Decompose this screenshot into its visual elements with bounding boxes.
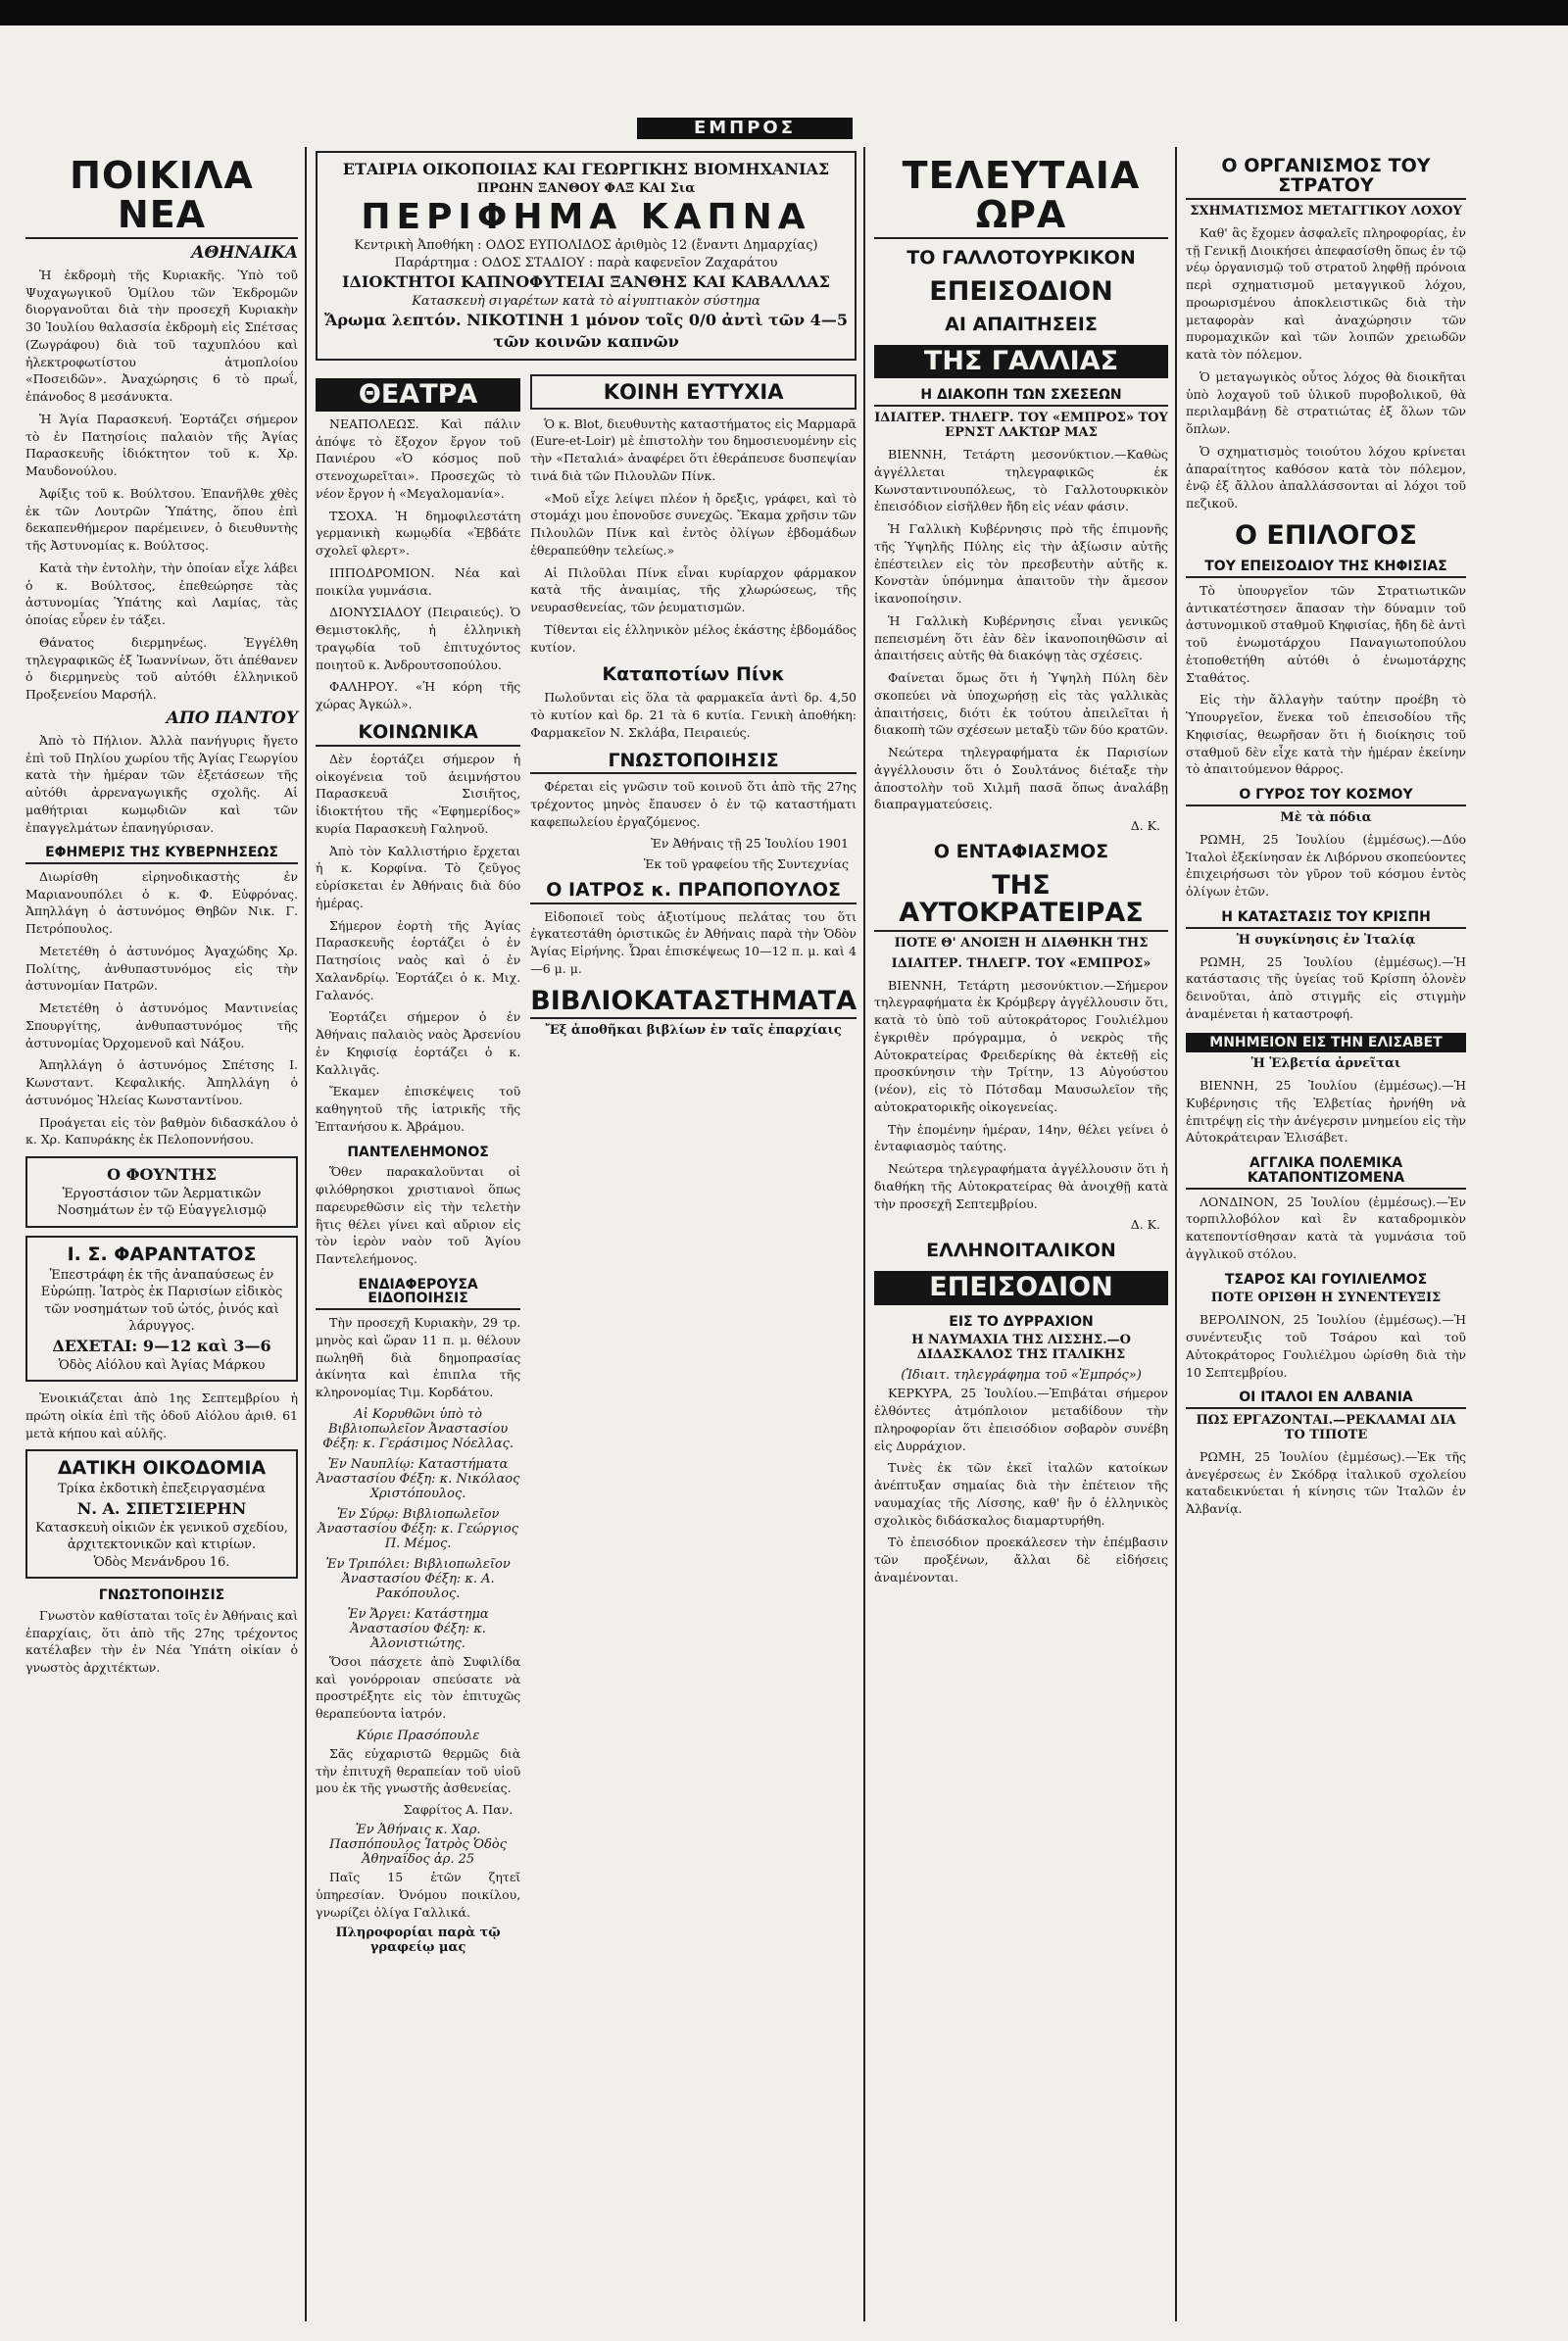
section-heading: ΕΠΕΙΣΟΔΙΟΝ [874,1271,1168,1304]
section-heading: ΕΛΛΗΝΟΙΤΑΛΙΚΟΝ [926,1240,1116,1262]
article-paragraph: Ἑορτάζει σήμερον ὁ ἐν Ἀθήναις παλαιὸς ναὸς Ἀρσενίου ἐν Κηφισίᾳ ἑορτάζει ὁ κ. Καλλιγᾶς. [316,1009,521,1077]
section-subheading: ΠΟΤΕ ΟΡΙΣΘΗ Η ΣΥΝΕΝΤΕΥΞΙΣ [1210,1291,1442,1306]
bookshop-item: Αἱ Κορυθῶνι ὑπὸ τὸ Βιβλιοπωλεῖον Ἀναστασίου Φέξη: κ. Γεράσιμος Νόελλας. [322,1406,514,1451]
section-heading: ΠΑΝΤΕΛΕΗΜΟΝΟΣ [347,1144,489,1160]
article-paragraph: Τινὲς ἐκ τῶν ἐκεῖ ἰταλῶν κατοίκων ἀνέπτυξαν σημαίας διὰ τὴν ἐπέτειον τῆς ναυμαχίας τῆς Λίσσης, καθ' ἣν ὁ ἑλληνικὸς σχολικὸς διδάσκαλος διαμαρτυρήθη. [874,1460,1168,1528]
section-subtitle: ΑΠΟ ΠΑΝΤΟΥ [166,707,298,728]
article-paragraph: ΡΩΜΗ, 25 Ἰουλίου (ἐμμέσως).—Ἡ κατάστασις τῆς ὑγείας τοῦ Κρίσπη ὁλονὲν δεινοῦται, ἀπὸ στιγμῆς εἰς στιγμὴν ἀναμένεται ἡ καταστροφή. [1186,953,1466,1021]
article-paragraph: Ὁ κ. Blot, διευθυντὴς καταστήματος εἰς Μαρμαρᾶ (Eure-et-Loir) μὲ ἐπιστολὴν του δημοσιευομένην εἰς τὴν «Πεταλιά» ἀναφέρει ὅτι ἐθεράπευσε δυσπεψίαν τινά διὰ τῶν Πιλουλῶν Πίνκ. [530,415,857,483]
article-paragraph: ΒΙΕΝΝΗ, 25 Ἰουλίου (ἐμμέσως).—Ἡ Κυβέρνησις τῆς Ἑλβετίας ἠρνήθη νὰ ἐπιτρέψῃ εἰς τὴν ἀνέγερσιν μνημείου εἰς τὴν Αὐτοκράτειραν Ἐλισάβετ. [1186,1078,1466,1146]
section-heading: Ο ΕΝΤΑΦΙΑΣΜΟΣ [933,841,1109,863]
section-heading-boxed: ΚΟΙΝΗ ΕΥΤΥΧΙΑ [530,374,857,410]
ad-text: Κεντρικὴ Ἀποθήκη : ΟΔΟΣ ΕΥΠΟΛΙΔΟΣ ἀριθμὸς 12 (ἔναντι Δημαρχίας) [354,238,818,254]
article-paragraph: ΙΠΠΟΔΡΟΜΙΟΝ. Νέα καὶ ποικίλα γυμνάσια. [316,564,521,598]
bookshop-item: Ἐν Ναυπλίῳ: Καταστήματα Ἀναστασίου Φέξη: κ. Νικόλαος Χριστόπουλος. [316,1456,520,1501]
telegram-source: ΙΔΙΑΙΤΕΡ. ΤΗΛΕΓΡ. ΤΟΥ «ΕΜΠΡΟΣ» ΤΟΥ ΕΡΝΣΤ ΛΑΚΤΩΡ ΜΑΣ [874,411,1168,441]
section-heading: Ο ΓΥΡΟΣ ΤΟΥ ΚΟΣΜΟΥ [1186,788,1466,806]
ad-heading: Ο ΦΟΥΝΤΗΣ [107,1165,217,1185]
section-heading: ΚΟΙΝΩΝΙΚΑ [316,723,520,747]
letter-signature: Σαφρίτος Α. Παν. [403,1802,514,1818]
article-paragraph: Αἱ Πιλοῦλαι Πίνκ εἶναι κυρίαρχον φάρμακον κατὰ τῆς ἀναιμίας, τῆς χλωρώσεως, τῆς νευρασθενείας, τῶν ῥευματισμῶν. [530,564,857,615]
section-heading: ΕΦΗΜΕΡΙΣ ΤΗΣ ΚΥΒΕΡΝΗΣΕΩΣ [25,846,298,864]
ad-heading: ΔΑΤΙΚΗ ΟΙΚΟΔΟΜΙΑ [57,1457,267,1480]
article-paragraph: Σᾶς εὐχαριστῶ θερμῶς διὰ τὴν ἐπιτυχῆ θεραπείαν τοῦ υἱοῦ μου ἐκ τῆς γνωστῆς ἀσθενείας. [316,1745,521,1796]
article-paragraph: Ἀπὸ τὸ Πήλιον. Ἀλλὰ πανήγυρις ἤγετο ἐπὶ τοῦ Πηλίου χωρίου τῆς Ἁγίας Γεωργίου κατὰ τὴν ἡμέραν τῶν ἐξετάσεων τῆς αὐτόθι ἀρρεναγωγικῆς σχολῆς. Αἱ μαθήτριαι κωμῳδιῶν καὶ τῶν ἐπαγγελμάτων ἐπανηγύρισαν. [25,732,298,835]
section-heading: Καταποτίων Πίνκ [602,663,785,686]
section-heading: ΕΝΔΙΑΦΕΡΟΥΣΑ ΕΙΔΟΠΟΙΗΣΙΣ [316,1278,520,1310]
bookshop-item: Ἐν Σύρῳ: Βιβλιοπωλεῖον Ἀναστασίου Φέξη: κ. Γεώργιος Π. Μέμος. [318,1506,519,1551]
section-subheading: Ἡ συγκίνησις ἐν Ἰταλίᾳ [1236,932,1416,948]
doctor-address: Ἐν Ἀθήναις κ. Χαρ. Πασπόπουλος Ἰατρὸς Ὁδὸς Ἀθηναΐδος ἀρ. 25 [329,1823,508,1868]
section-heading: ΑΙ ΑΠΑΙΤΗΣΕΙΣ [945,314,1098,336]
article-paragraph: Τὴν ἑπομένην ἡμέραν, 14ην, θέλει γείνει ὁ ἐνταφιασμὸς ταύτης. [874,1121,1168,1154]
article-paragraph: «Μοῦ εἶχε λείψει πλέον ἡ ὄρεξις, γράφει, καὶ τὸ στομάχι μου ἐπονοῦσε συνεχῶς. Ἔκαμα χρῆσιν τῶν Πιλουλῶν Πίνκ καὶ ἐντὸς ὀλίγων ἑβδομάδων ἐθεραπεύθην τελείως.» [530,490,857,558]
section-title: ΤΕΛΕΥΤΑΙΑ ΩΡΑ [874,157,1168,239]
section-heading: ΜΝΗΜΕΙΟΝ ΕΙΣ ΤΗΝ ΕΛΙΣΑΒΕΤ [1186,1033,1466,1053]
article-paragraph: ΡΩΜΗ, 25 Ἰουλίου (ἐμμέσως).—Ἐκ τῆς ἀνεγέρσεως ἐν Σκόδρᾳ ἰταλικοῦ σχολείου καταδεικνύεται ἡ κίνησις τῶν Ἰταλῶν ἐν Ἀλβανίᾳ. [1186,1448,1466,1517]
article-paragraph: ΒΙΕΝΝΗ, Τετάρτη μεσονύκτιον.—Σήμερον τηλεγραφήματα ἐκ Κρόμβεργ ἀγγέλλουσιν ὅτι, κατὰ τὸ ὑπὸ τοῦ αὐτοκράτορος Γουλιέλμου ἐγκριθὲν πρόγραμμα, ὁ νεκρὸς τῆς Αὐτοκρατείρας Φρειδερίκης θὰ ἐκτεθῇ εἰς προσκύνησιν τὴν Τρίτην, 13 Αὐγούστου (νέον), εἰς τὸ Πότσδαμ Μαυσωλεῖον τῆς αὐτοκρατορικῆς οἰκογενείας. [874,977,1168,1114]
top-black-bar [0,0,1568,25]
article-paragraph: Προάγεται εἰς τὸν βαθμὸν διδασκάλου ὁ κ. Χρ. Καπυράκης ἐκ Πελοποννήσου. [25,1114,298,1147]
section-heading: ΕΙΣ ΤΟ ΔΥΡΡΑΧΙΟΝ [949,1313,1094,1330]
article-paragraph: Ἡ ἐκδρομὴ τῆς Κυριακῆς. Ὑπὸ τοῦ Ψυχαγωγικοῦ Ὁμίλου τῶν Ἐκδρομῶν διοργανοῦται διὰ τὴν προσεχῆ Κυριακὴν 30 Ἰουλίου θαλασσία ἐκδρομὴ εἰς Σπέτσας (Ζωγράφου) διὰ τοῦ ταχυπλόου καὶ ἠλεκτροφωτίστου ἀτμοπλοίου «Ποσειδῶν». Ἀναχώρησις 6 τὸ πρωΐ, ἐπάνοδος 8 μεσάνυκτα. [25,267,298,405]
tobacco-advertisement [316,151,857,361]
article-paragraph: Μετετέθη ὁ ἀστυνόμος Ἀγαχώδης Χρ. Πολίτης, ἀνθυπαστυνόμος εἰς τὴν ἀστυνομίαν Πατρῶν. [25,943,298,994]
article-paragraph: Νεώτερα τηλεγραφήματα ἀγγέλλουσιν ὅτι ἡ διαθήκη τῆς Αὐτοκρατείρας θὰ ἀνοιχθῇ κατὰ τὴν προσεχῆ Σεπτεμβρίου. [874,1161,1168,1211]
article-paragraph: ΚΕΡΚΥΡΑ, 25 Ἰουλίου.—Ἐπιβάται σήμερον ἐλθόντες ἀτμόπλοιον μεταδίδουν τὴν πληροφορίαν ὅτι ἐπεισόδιον σοβαρὸν συνέβη εἰς Δυρράχιον. [874,1386,1168,1453]
article-paragraph: Ἐνοικιάζεται ἀπὸ 1ης Σεπτεμβρίου ἡ πρώτη οἰκία ἐπὶ τῆς ὁδοῦ Αἰόλου ἀριθ. 61 μετὰ κήπου καὶ αὐλῆς. [25,1390,298,1440]
article-paragraph: Πωλοῦνται εἰς ὅλα τὰ φαρμακεῖα ἀντὶ δρ. 4,50 τὸ κυτίον καὶ δρ. 21 τὰ 6 κυτία. Γενικὴ ἀποθήκη: Φαρμακεῖον Ν. Σκλάβα, Πειραιεύς. [530,690,857,740]
article-paragraph: Μετετέθη ὁ ἀστυνόμος Μαντινείας Σπουργίτης, ἀνθυπαστυνόμος τῆς ἀστυνομίας Ὀρχομενοῦ καὶ Νάξου. [25,1000,298,1050]
article-paragraph: Ὁ σχηματισμὸς τοιούτου λόχου κρίνεται ἀπαραίτητος καθόσον κατὰ τὸν πόλεμον, ἐνῷ ἐξ ἄλλου ἀπαλλάσσονται αἱ λόχοι τοῦ πεζικοῦ. [1186,443,1466,512]
section-heading: Ο ΕΠΙΛΟΓΟΣ [1235,519,1417,551]
article-paragraph: ΒΕΡΟΛΙΝΟΝ, 25 Ἰουλίου (ἐμμέσως).—Ἡ συνέντευξις τοῦ Τσάρου καὶ τοῦ Αὐτοκράτορος Γουλιέλμου ὡρίσθη διὰ τὴν 10 Σεπτεμβρίου. [1186,1312,1466,1380]
section-heading: ΓΝΩΣΤΟΠΟΙΗΣΙΣ [530,752,857,775]
article-paragraph: Θάνατος διερμηνέως. Ἐγγέλθη τηλεγραφικῶς ἐξ Ἰωαννίνων, ὅτι ἀπέθανεν ὁ διερμηνεὺς τοῦ αὐτόθι ἑλληνικοῦ Προξενείου Μαρσήλ. [25,634,298,703]
ad-address: Ὁδὸς Αἰόλου καὶ Ἁγίας Μάρκου [58,1357,266,1373]
section-heading: ΤΟ ΓΑΛΛΟΤΟΥΡΚΙΚΟΝ [906,246,1136,268]
article-paragraph: Κατὰ τὴν ἐντολὴν, τὴν ὁποίαν εἶχε λάβει ὁ κ. Βούλτσος, ἐπεθεώρησε τὰς ἀστυνομίας Ὑπάτης καὶ Λαμίας, τὰς ὁποίας εὗρεν ἐν τάξει. [25,560,298,628]
column-rule [1175,147,1177,2321]
ad-text: Ἐπεστράφη ἐκ τῆς ἀναπαύσεως ἐν Εὐρώπῃ. Ἰατρὸς ἐκ Παρισίων εἰδικὸς τῶν νοσημάτων τοῦ ὠτός, ῥινός καὶ λάρυγγος. [40,1267,283,1335]
section-heading: ΟΙ ΙΤΑΛΟΙ ΕΝ ΑΛΒΑΝΙΑ [1186,1390,1466,1409]
article-paragraph: ΒΙΕΝΝΗ, Τετάρτη μεσονύκτιον.—Καθὼς ἀγγέλλεται τηλεγραφικῶς ἐκ Κωνσταντινουπόλεως, τὸ Γαλλοτουρκικὸν ἐπεισόδιον εἰσῆλθεν ἤδη εἰς νέαν φάσιν. [874,447,1168,514]
article-paragraph: Τίθενται εἰς ἑλληνικὸν μέλος ἑκάστης ἑβδομάδος κυτίον. [530,621,857,655]
section-heading: ΑΓΓΛΙΚΑ ΠΟΛΕΜΙΚΑ ΚΑΤΑΠΟΝΤΙΖΟΜΕΝΑ [1186,1156,1466,1189]
section-subheading: ΠΟΤΕ Θ' ΑΝΟΙΞΗ Η ΔΙΑΘΗΚΗ ΤΗΣ [894,935,1149,951]
article-paragraph: Σήμερον ἑορτὴ τῆς Ἁγίας Παρασκευῆς ἑορτάζει ὁ ἐν Πατησίοις ναὸς καὶ ὁ ἐν Χαλανδρίῳ. Ἑορτάζει ὁ κ. Μιχ. Γαλανός. [316,917,521,1002]
article-paragraph: Τὸ ἐπεισόδιον προεκάλεσεν τὴν ἐπέμβασιν τῶν προξένων, ἄλλαι δὲ εἰδήσεις ἀναμένονται. [874,1535,1168,1585]
ad-name: Ν. Α. ΣΠΕΤΣΙΕΡΗΝ [76,1498,247,1518]
telegram-source: ΙΔΙΑΙΤΕΡ. ΤΗΛΕΓΡ. ΤΟΥ «ΕΜΠΡΟΣ» [891,955,1152,971]
article-paragraph: Εἰδοποιεῖ τοὺς ἀξιοτίμους πελάτας του ὅτι ἐγκατεστάθη ὁριστικῶς ἐν Ἀθήναις παρὰ τὴν Ὁδὸν Ἁγίας Εἰρήνης. Ὧραι ἐπισκέψεως 10—12 π. μ. καὶ 4—6 μ. μ. [530,908,857,976]
section-heading: ΤΗΣ ΓΑΛΛΙΑΣ [874,345,1168,378]
advertisement [25,1156,298,1228]
article-paragraph: Δὲν ἑορτάζει σήμερον ἡ οἰκογένεια τοῦ ἀειμνήστου Παρασκευᾶ Σισιῆτος, ἰδιοκτήτου τῆς «Ἐφημερίδος» κυρία Παρασκευὴ Γαληνοῦ. [316,751,521,836]
article-paragraph: Ἡ Γαλλικὴ Κυβέρνησις πρὸ τῆς ἐπιμονῆς τῆς Ὑψηλῆς Πύλης εἰς τὴν ἀξίωσιν αὐτῆς ἐπέστειλεν εἰς τὸν πρεσβευτὴν αὐτῆς κ. Κονστὰν ὑπόμνημα ἀπαιτοῦν τὴν ἄμεσον ἱκανοποίησιν. [874,521,1168,607]
ad-text: Τρίκα ἐκδοτικὴ ἐπεξειργασμένα [58,1482,266,1497]
article-paragraph: Ὅσοι πάσχετε ἀπὸ Συφιλίδα καὶ γονόρροιαν σπεύσατε νὰ προστρέξητε εἰς τὸν ἐπιτυχῶς θεραπεύοντα ἰατρόν. [316,1653,521,1722]
letter-salutation: Κύριε Πρασόπουλε [356,1728,480,1743]
article-paragraph: Καθ' ἃς ἔχομεν ἀσφαλεῖς πληροφορίας, ἐν τῇ Γενικῇ Διοικήσει ἀπεφασίσθη ὅπως ἐν τῷ νέῳ ὀργανισμῷ τοῦ στρατοῦ ληφθῇ πρόνοια περὶ σχηματισμοῦ μεταγγικοῦ λόχου, προωρισμένου ἀποκλειστικῶς διὰ τὴν μεταφορὰν καὶ ἀναχώρησιν τῶν πυρομαχικῶν καὶ τῶν λοιπῶν χρειωδῶν κατὰ τὸν πόλεμον. [1186,224,1466,363]
author-initials: Δ. Κ. [1130,1217,1160,1233]
section-heading: Ο ΙΑΤΡΟΣ κ. ΠΡΑΠΟΠΟΥΛΟΣ [530,881,857,904]
ad-company: ΕΤΑΙΡΙΑ ΟΙΚΟΠΟΙΙΑΣ ΚΑΙ ΓΕΩΡΓΙΚΗΣ ΒΙΟΜΗΧΑΝΙΑΣ [342,160,830,178]
article-paragraph: ΤΣΟΧΑ. Ἡ δημοφιλεστάτη γερμανικὴ κωμῳδία «Ἑβδάτε σχολεῖ φλερτ». [316,508,521,559]
column-1 [20,147,304,2321]
telegram-source: (Ἰδιαιτ. τηλεγράφημα τοῦ «Ἐμπρός») [901,1368,1142,1384]
section-heading: ΕΠΕΙΣΟΔΙΟΝ [929,275,1113,307]
article-paragraph: Ὅθεν παρακαλοῦνται οἱ φιλόθρησκοι χριστιανοὶ ὅπως παρευρεθῶσιν εἰς τὴν τελετὴν ἣτις θέλει γίνει καὶ αὔριον εἰς τὸν ἱερὸν ναὸν τοῦ Ἁγίου Παντελεήμονος. [316,1164,521,1267]
article-paragraph: Φαίνεται ὅμως ὅτι ἡ Ὑψηλὴ Πύλη δὲν σκοπεύει νὰ ὑποχωρήσῃ εἰς τὰς γαλλικὰς ἀπαιτήσεις, διότι ἐκ τούτου ἀπειλεῖται ἡ διακοπὴ τῶν σχέσεων μεταξὺ τῶν δύο κρατῶν. [874,670,1168,738]
article-paragraph: Ἡ Γαλλικὴ Κυβέρνησις εἶναι γενικῶς πεπεισμένη ὅτι ἐὰν δὲν ἱκανοποιηθῶσιν αἱ ἀπαιτήσεις αὐτῆς θὰ διακόψῃ τὰς σχέσεις. [874,612,1168,663]
author-initials: Δ. Κ. [1130,818,1160,834]
article-paragraph: ΦΑΛΗΡΟΥ. «Ἡ κόρη τῆς χώρας Ἀγκώλ». [316,679,521,712]
column-3 [868,147,1174,2321]
ad-hours: ΔΕΧΕΤΑΙ: 9—12 καὶ 3—6 [52,1337,271,1356]
article-paragraph: Ἀπηλλάγη ὁ ἀστυνόμος Σπέτσης Ι. Κωνσταντ. Κεφαλικής. Ἀπηλλάγη ὁ ἀστυνόμος Ἠλείας Κωνσταντίνου. [25,1057,298,1107]
ad-text: Κατασκευὴ οἰκιῶν ἐκ γενικοῦ σχεδίου, ἀρχιτεκτονικῶν καὶ κτιρίων. [35,1520,288,1553]
advertisement [25,1449,298,1579]
info-line: Πληροφορίαι παρὰ τῷ γραφείῳ μας [335,1926,501,1956]
article-paragraph: Φέρεται εἰς γνῶσιν τοῦ κοινοῦ ὅτι ἀπὸ τῆς 27ης τρέχοντος μηνὸς ἔπαυσεν ὁ ἐν τῷ καταστήματι καφεπωλείου ἐργαζόμενος. [530,779,857,829]
ad-text: Κατασκευὴ σιγαρέτων κατὰ τὸ αἰγυπτιακὸν σύστημα [412,293,760,309]
section-heading: ΤΗΣ ΑΥΤΟΚΡΑΤΕΙΡΑΣ [874,872,1168,932]
ad-address: Ὁδὸς Μενάνδρου 16. [93,1554,230,1570]
date-line: Ἐν Ἀθήναις τῇ 25 Ἰουλίου 1901 [651,835,849,851]
article-paragraph: Παῖς 15 ἐτῶν ζητεῖ ὑπηρεσίαν. Ὀνόμου ποικίλου, γνωρίζει ὀλίγα Γαλλικά. [316,1870,521,1920]
section-subheading: Μὲ τὰ πόδια [1280,809,1372,825]
article-paragraph: ΡΩΜΗ, 25 Ἰουλίου (ἐμμέσως).—Δύο Ἰταλοὶ ἐξεκίνησαν ἐκ Λιβόρνου σκοπεύοντες ἐπιχειρήσωσι τὸν γῦρον τοῦ κόσμου ἐντὸς ὀλίγων ἐτῶν. [1186,831,1466,900]
article-paragraph: Ἔκαμεν ἐπισκέψεις τοῦ καθηγητοῦ τῆς ἰατρικῆς τῆς Ἐπτανήσου κ. Ἀβράμου. [316,1084,521,1134]
section-subheading: Ἡ Ἑλβετία ἀρνεῖται [1250,1056,1401,1072]
article-paragraph: Ὁ μεταγωγικὸς οὗτος λόχος θὰ διοικῆται ὑπὸ λοχαγοῦ τοῦ ὑλικοῦ πυροβολικοῦ, θὰ περιλαμβάνῃ δὲ στρατιώτας ἐξ ὅλων τῶν ὅπλων. [1186,368,1466,437]
subcolumn-left [316,368,520,1962]
section-heading: ΘΕΑΤΡΑ [316,378,520,412]
column-2 [310,147,862,2321]
section-heading: Η ΚΑΤΑΣΤΑΣΙΣ ΤΟΥ ΚΡΙΣΠΗ [1186,910,1466,929]
ad-aroma: Ἄρωμα λεπτόν. ΝΙΚΟΤΙΝΗ 1 μόνον τοῖς 0/0 ἀντὶ τῶν 4—5 τῶν κοινῶν καπνῶν [324,311,848,351]
section-subheading: Η ΝΑΥΜΑΧΙΑ ΤΗΣ ΛΙΣΣΗΣ.—Ο ΔΙΔΑΣΚΑΛΟΣ ΤΗΣ ΙΤΑΛΙΚΗΣ [911,1333,1131,1363]
article-paragraph: Ἡ Ἁγία Παρασκευή. Ἑορτάζει σήμερον τὸ ἐν Πατησίοις παλαιὸν τῆς Ἁγίας Παρασκευῆς ἰδιόκτητον τοῦ κ. Χρ. Μαυδονούλου. [25,411,298,479]
ad-owners: ΙΔΙΟΚΤΗΤΟΙ ΚΑΠΝΟΦΥΤΕΙΑΙ ΞΑΝΘΗΣ ΚΑΙ ΚΑΒΑΛΛΑΣ [342,272,830,292]
section-subheading: ΠΩΣ ΕΡΓΑΖΟΝΤΑΙ.—ΡΕΚΛΑΜΑΙ ΔΙΑ ΤΟ ΤΙΠΟΤΕ [1196,1412,1456,1442]
ad-heading: Ι. Σ. ΦΑΡΑΝΤΑΤΟΣ [67,1243,257,1265]
newspaper-masthead: ΕΜΠΡΟΣ [637,118,853,139]
subcolumn-right [530,368,857,1962]
article-paragraph: ΛΟΝΔΙΝΟΝ, 25 Ἰουλίου (ἐμμέσως).—Ἐν τορπιλλοβόλον καὶ ἓν καταδρομικὸν κατεποντίσθησαν κατὰ τὰ γυμνάσια τοῦ ἀγγλικοῦ στόλου. [1186,1194,1466,1261]
article-paragraph: Γνωστὸν καθίσταται τοῖς ἐν Ἀθήναις καὶ ἐπαρχίαις, ὅτι ἀπὸ τῆς 27ης τρέχοντος κατέλαβεν τὴν ἐν Νέα Ὑπάτη οἰκίαν ὁ γνωστὸς ἀρχιτέκτων. [25,1607,298,1676]
article-paragraph: Ἀπὸ τὸν Καλλιστήριο ἔρχεται ἡ κ. Κορφίνα. Τὸ ζεῦγος εὑρίσκεται ἐν Ἀθήναις διὰ δύο ἡμέρας. [316,843,521,910]
section-subheading: ΣΧΗΜΑΤΙΣΜΟΣ ΜΕΤΑΓΓΙΚΟΥ ΛΟΧΟΥ [1190,203,1462,219]
article-paragraph: Τὸ ὑπουργεῖον τῶν Στρατιωτικῶν ἀντικατέστησεν ἅπασαν τὴν δύναμιν τοῦ ἀστυνομικοῦ σταθμοῦ Κηφισίας, ἤδη δὲ ἀντὶ τοῦ ἐνωμοτάρχου Παναγιωτοπούλου ἐτοποθετήθη αὐτόθι ὁ ἐνωμοτάρχης Σταθάτος. [1186,582,1466,685]
column-rule [305,147,307,2321]
column-rule [863,147,865,2321]
section-heading: ΓΝΩΣΤΟΠΟΙΗΣΙΣ [98,1587,225,1604]
column-4 [1180,147,1472,2321]
article-paragraph: Εἰς τὴν ἄλλαγὴν ταύτην προέβη τὸ Ὑπουργεῖον, ἕνεκα τοῦ ἐπεισοδίου τῆς Κηφισίας, θεωρῆσαν ὅτι ἡ διοίκησις τοῦ σταθμοῦ δὲν εἶχε κατὰ τὴν ἡμέραν ἐκείνην τὸ ἀπαιτούμενον θάρρος. [1186,692,1466,777]
ad-company-sub: ΠΡΩΗΝ ΞΑΝΘΟΥ ΦΑΞ ΚΑΙ Σια [476,180,696,196]
two-subcolumns [316,368,857,1962]
ad-text: Παράρτημα : ΟΔΟΣ ΣΤΑΔΙΟΥ : παρὰ καφενεῖον Ζαχαράτου [394,255,778,270]
ad-text: Ἐργοστάσιον τῶν Ἀερματικῶν Νοσημάτων ἐν τῷ Εὐαγγελισμῷ [57,1186,267,1219]
signature-line: Ἐκ τοῦ γραφείου τῆς Συντεχνίας [643,855,849,871]
section-title: Ο ΟΡΓΑΝΙΣΜΟΣ ΤΟΥ ΣΤΡΑΤΟΥ [1186,157,1466,200]
article-paragraph: ΔΙΟΝΥΣΙΑΔΟΥ (Πειραιεύς). Ὁ Θεμιστοκλῆς, ἡ ἑλληνικὴ τραγῳδία τοῦ ἐπιτυχόντος ποιητοῦ κ. Ἀνδρουτσοπούλου. [316,605,521,672]
section-heading: ΒΙΒΛΙΟΚΑΤΑΣΤΗΜΑΤΑ [530,988,857,1019]
article-paragraph: Νεώτερα τηλεγραφήματα ἐκ Παρισίων ἀγγέλλουσιν ὅτι ὁ Σουλτάνος διέταξε τὴν ἀποστολὴν τοῦ Χιλμῆ πασᾶ ὅπως ἀναλάβῃ διαπραγματεύσεις. [874,745,1168,812]
article-paragraph: ΝΕΑΠΟΛΕΩΣ. Καὶ πάλιν ἀπόψε τὸ ἔξοχον ἔργον τοῦ Πανιέρου «Ὁ κόσμος ποῦ στενοχωρεῖται». Προσεχῶς τὸ νέον ἔργον ἡ «Μεγαλομανία». [316,415,521,501]
section-subheading: Ἔξ ἀποθῆκαι βιβλίων ἐν ταῖς ἐπαρχίαις [545,1022,842,1038]
advertisement [25,1236,298,1382]
bookshop-item: Ἐν Ἄργει: Κατάστημα Ἀναστασίου Φέξη: κ. Ἀλονιστιώτης. [347,1606,489,1651]
bookshop-item: Ἐν Τριπόλει: Βιβλιοπωλεῖον Ἀναστασίου Φέξη: κ. Α. Ρακόπουλος. [325,1556,511,1601]
article-paragraph: Διωρίσθη εἰρηνοδικαστὴς ἐν Μαριανουπόλει ὁ κ. Φ. Εὐφρόνας. Ἀπηλλάγη ὁ ἀστυνόμος Θηβῶν Νικ. Γ. Πετρόπουλος. [25,868,298,937]
ad-big-title: ΠΕΡΙΦΗΜΑ ΚΑΠΝΑ [361,197,811,238]
section-title: ΠΟΙΚΙΛΑ ΝΕΑ [25,157,298,239]
section-subtitle: ΑΘΗΝΑΙΚΑ [191,242,298,263]
article-paragraph: Ἀφίξις τοῦ κ. Βούλτσου. Ἐπανῆλθε χθὲς ἐκ τῶν Λουτρῶν Ὑπάτης, ὅπου ἐπὶ δεκαπενθήμερον παρέμεινεν, ὁ διευθυντὴς τῆς Ἀστυνομίας κ. Βούλτσος. [25,485,298,554]
section-heading: Η ΔΙΑΚΟΠΗ ΤΩΝ ΣΧΕΣΕΩΝ [874,388,1168,407]
article-paragraph: Τὴν προσεχῆ Κυριακὴν, 29 τρ. μηνὸς καὶ ὥραν 11 π. μ. θέλουν πωληθῆ διὰ δημοπρασίας ἀκίνητα καὶ ἐπιπλα τῆς κληρονομίας Τιμ. Κορδάτου. [316,1315,521,1400]
section-subheading: ΤΟΥ ΕΠΕΙΣΟΔΙΟΥ ΤΗΣ ΚΗΦΙΣΙΑΣ [1186,560,1466,578]
section-heading: ΤΣΑΡΟΣ ΚΑΙ ΓΟΥΙΛΙΕΛΜΟΣ [1224,1271,1428,1288]
